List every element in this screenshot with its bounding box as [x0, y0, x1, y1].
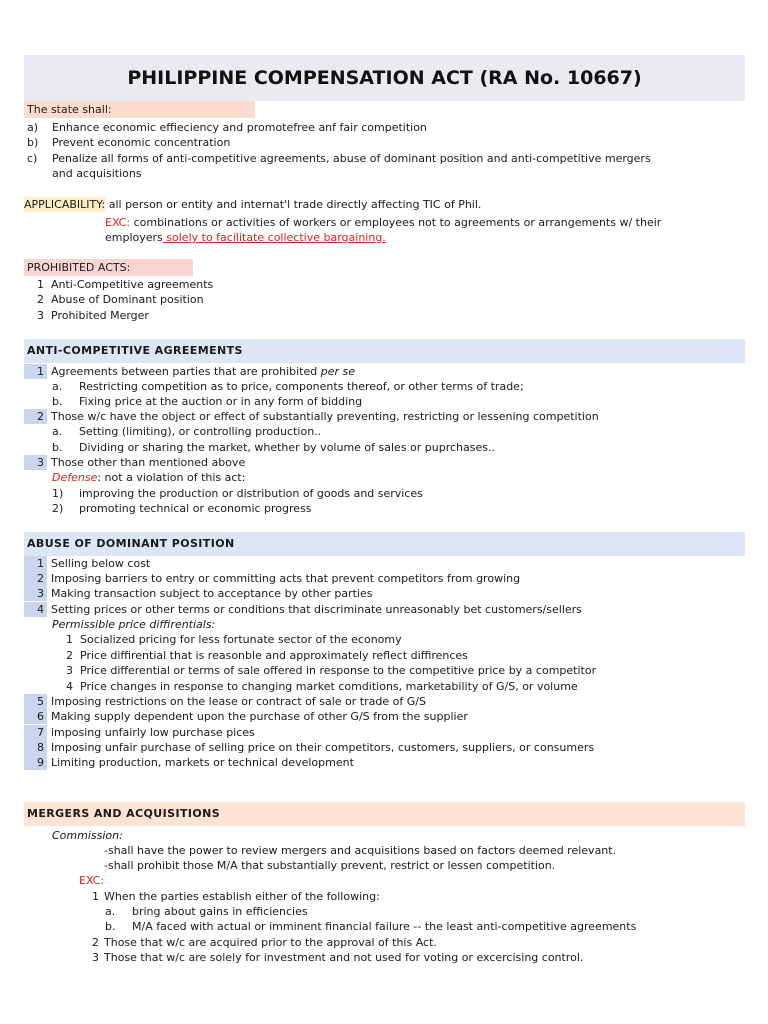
anti-defense-1: improving the production or distribution of goods and services — [79, 487, 423, 500]
mergers-exc-1a-marker: a. — [105, 905, 116, 918]
applicability-exc-label: EXC: — [105, 216, 131, 229]
page-title: PHILIPPINE COMPENSATION ACT (RA No. 10667) — [127, 67, 642, 89]
applicability-exc-line — [105, 215, 661, 230]
prohibited-item-1: Anti-Competitive agreements — [51, 278, 214, 291]
anti-item-1 — [51, 364, 355, 379]
abuse-num-3: 3 — [37, 587, 44, 600]
mergers-commission-2: -shall prohibit those M/A that substantially prevent, restrict or lessen competition. — [104, 859, 556, 872]
prohibited-num-3: 3 — [37, 309, 44, 322]
anti-num-1: 1 — [37, 365, 44, 378]
mergers-exc-3: Those that w/c are solely for investment and not used for voting or excercising control. — [104, 951, 584, 964]
anti-item-1-text: Agreements between parties that are prohibited — [51, 365, 321, 378]
anti-item-1-em: per se — [320, 365, 356, 378]
anti-item-3: Those other than mentioned above — [51, 456, 246, 469]
abuse-permissible: Permissible price diffirentials: — [52, 618, 216, 631]
prohibited-heading: PROHIBITED ACTS: — [27, 261, 131, 274]
anti-item-2b: Dividing or sharing the market, whether by volume of sales or puprchases.. — [79, 441, 495, 454]
mergers-section-title: MERGERS AND ACQUISITIONS — [27, 807, 221, 820]
anti-defense-label: Defense — [52, 471, 98, 484]
abuse-item-3: Making transaction subject to acceptance by other parties — [51, 587, 373, 600]
anti-defense — [52, 470, 245, 485]
applicability-line — [24, 197, 481, 212]
applicability-text: all person or entity and internat'l trade directly affecting TIC of Phil. — [105, 198, 482, 211]
anti-item-1a: Restricting competition as to price, components thereof, or other terms of trade; — [79, 380, 524, 393]
anti-defense-2: promoting technical or economic progress — [79, 502, 312, 515]
mergers-exc-1b-marker: b. — [105, 920, 116, 933]
applicability-exc-text2: employers — [105, 231, 163, 244]
abuse-sub-4: Price changes in response to changing market comditions, marketability of G/S, or volume — [80, 680, 578, 693]
anti-item-1a-marker: a. — [52, 380, 63, 393]
abuse-item-7: imposing unfairly low purchase pices — [51, 726, 255, 739]
abuse-section-title: ABUSE OF DOMINANT POSITION — [27, 537, 235, 550]
abuse-item-9: Limiting production, markets or technical development — [51, 756, 354, 769]
anti-num-2: 2 — [37, 410, 44, 423]
abuse-sub-1: Socialized pricing for less fortunate sector of the economy — [80, 633, 402, 646]
abuse-sub-num-3: 3 — [66, 664, 73, 677]
abuse-num-9: 9 — [37, 756, 44, 769]
abuse-num-7: 7 — [37, 726, 44, 739]
mergers-commission: Commission: — [52, 829, 123, 842]
state-marker-b: b) — [27, 136, 39, 149]
abuse-item-6: Making supply dependent upon the purchase of other G/S from the supplier — [51, 710, 468, 723]
anti-defense-1-marker: 1) — [52, 487, 64, 500]
abuse-num-2: 2 — [37, 572, 44, 585]
mergers-exc-2: Those that w/c are acquired prior to the approval of this Act. — [104, 936, 437, 949]
anti-item-2a-marker: a. — [52, 425, 63, 438]
prohibited-item-3: Prohibited Merger — [51, 309, 149, 322]
state-item-c: Penalize all forms of anti-competitive agreements, abuse of dominant position and anti-competitive mergers — [52, 152, 651, 165]
abuse-num-5: 5 — [37, 695, 44, 708]
mergers-exc-1b: M/A faced with actual or imminent financial failure -- the least anti-competitive agreements — [132, 920, 637, 933]
abuse-num-4: 4 — [37, 603, 44, 616]
mergers-exc-num-1: 1 — [92, 890, 99, 903]
applicability-exc-text: combinations or activities of workers or employees not to agreements or arrangements w/ their — [130, 216, 662, 229]
anti-item-1b: Fixing price at the auction or in any form of bidding — [79, 395, 363, 408]
abuse-num-6: 6 — [37, 710, 44, 723]
abuse-item-8: Imposing unfair purchase of selling price on their competitors, customers, suppliers, or consumers — [51, 741, 595, 754]
abuse-sub-num-1: 1 — [66, 633, 73, 646]
abuse-sub-num-4: 4 — [66, 680, 73, 693]
state-item-a: Enhance economic effieciency and promotefree anf fair competition — [52, 121, 427, 134]
state-item-c-cont: and acquisitions — [52, 167, 142, 180]
prohibited-num-1: 1 — [37, 278, 44, 291]
anti-defense-text: : not a violation of this act: — [97, 471, 246, 484]
prohibited-item-2: Abuse of Dominant position — [51, 293, 204, 306]
applicability-exc-link: solely to facilitate collective bargaining. — [162, 231, 386, 244]
abuse-item-5: Imposing restrictions on the lease or contract of sale or trade of G/S — [51, 695, 426, 708]
anti-item-2: Those w/c have the object or effect of substantially preventing, restricting or lessening competition — [51, 410, 599, 423]
state-item-b: Prevent economic concentration — [52, 136, 231, 149]
anti-item-2b-marker: b. — [52, 441, 63, 454]
abuse-item-4: Setting prices or other terms or conditions that discriminate unreasonably bet customers/sellers — [51, 603, 582, 616]
mergers-exc-num-2: 2 — [92, 936, 99, 949]
anti-item-1b-marker: b. — [52, 395, 63, 408]
mergers-exc-1: When the parties establish either of the following: — [104, 890, 380, 903]
mergers-exc-1a: bring about gains in efficiencies — [132, 905, 308, 918]
applicability-label: APPLICABILITY: — [24, 198, 106, 211]
abuse-sub-num-2: 2 — [66, 649, 73, 662]
mergers-commission-1: -shall have the power to review mergers and acquisitions based on factors deemed relevant. — [104, 844, 617, 857]
anti-num-3: 3 — [37, 456, 44, 469]
state-marker-a: a) — [27, 121, 39, 134]
abuse-sub-3: Price differential or terms of sale offered in response to the competitive price by a competitor — [80, 664, 597, 677]
anti-defense-2-marker: 2) — [52, 502, 64, 515]
mergers-exc: EXC: — [79, 874, 105, 887]
abuse-item-1: Selling below cost — [51, 557, 151, 570]
prohibited-num-2: 2 — [37, 293, 44, 306]
applicability-exc-line2 — [105, 230, 386, 245]
abuse-num-1: 1 — [37, 557, 44, 570]
mergers-exc-num-3: 3 — [92, 951, 99, 964]
abuse-sub-2: Price diffirential that is reasonble and approximately reflect diffirences — [80, 649, 468, 662]
anti-item-2a: Setting (limiting), or controlling production.. — [79, 425, 322, 438]
abuse-num-8: 8 — [37, 741, 44, 754]
state-heading: The state shall: — [27, 103, 112, 116]
abuse-item-2: Imposing barriers to entry or committing acts that prevent competitors from growing — [51, 572, 521, 585]
state-marker-c: c) — [27, 152, 38, 165]
anti-section-title: ANTI-COMPETITIVE AGREEMENTS — [27, 344, 243, 357]
